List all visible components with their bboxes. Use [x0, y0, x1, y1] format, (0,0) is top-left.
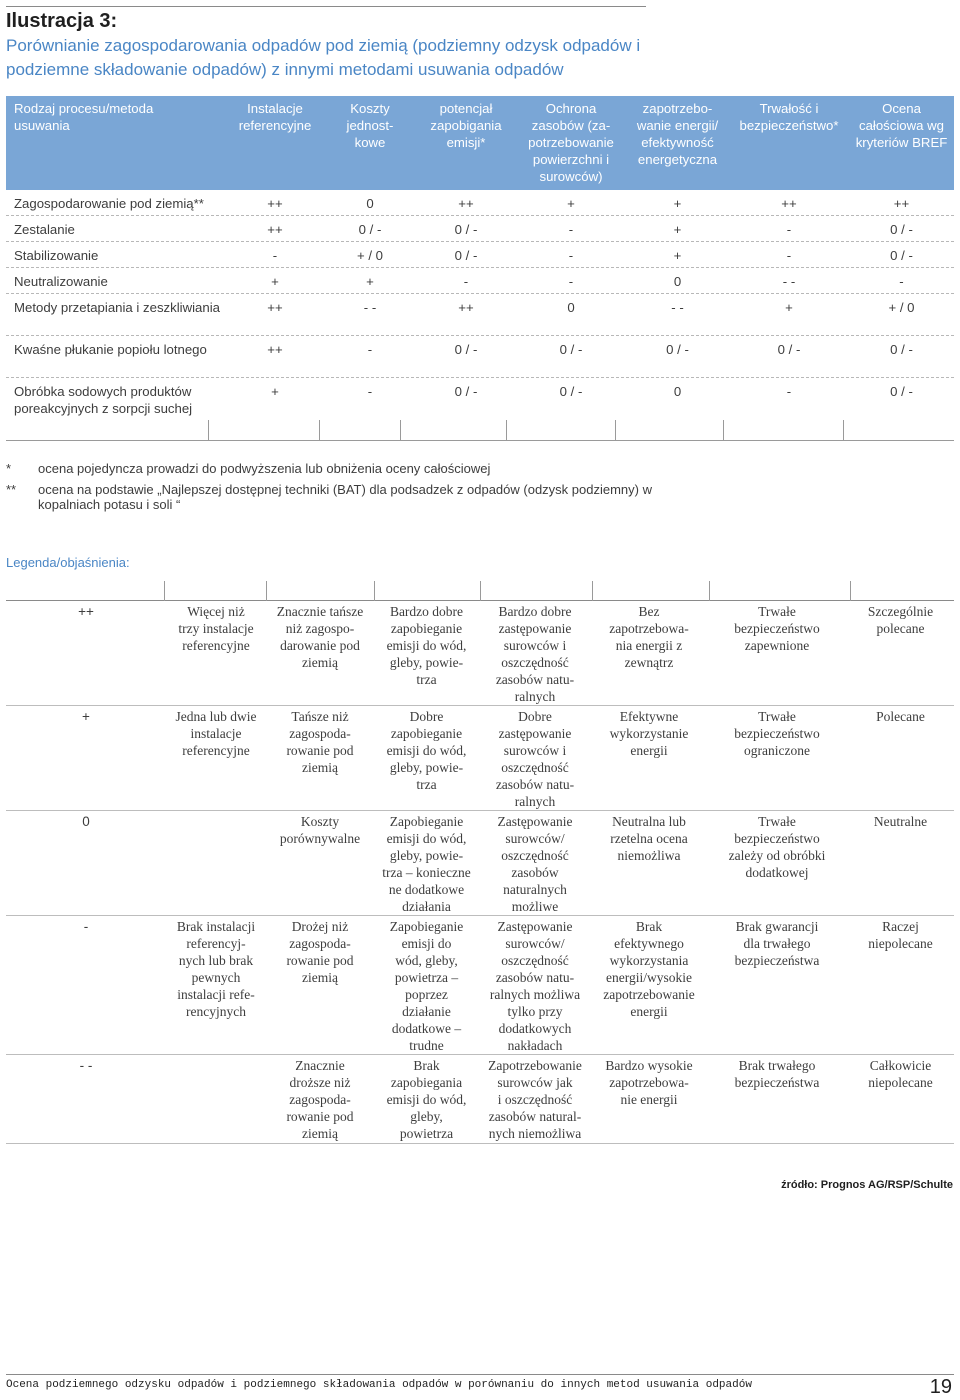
cell: - — [786, 222, 792, 237]
cell: 0 / - — [777, 342, 801, 357]
cell: - — [786, 248, 792, 263]
table-row — [6, 294, 954, 336]
top-rule — [6, 6, 646, 7]
illustration-label: Ilustracja 3: — [6, 10, 118, 32]
legend-cell: Bez zapotrzebowa- nia energii z zewnątrz — [609, 604, 689, 670]
footnote-mark: ** — [6, 482, 17, 497]
cell: 0 — [366, 196, 374, 211]
table-row — [6, 378, 954, 420]
legend-cell: Bardzo dobre zastępowanie surowców i oszczędność zasobów natu- ralnych — [495, 604, 575, 704]
legend-cell — [166, 1055, 266, 1143]
header-emission-prevention: potencjał zapobigania emisji* — [430, 101, 502, 150]
legend-cell: Trwałe bezpieczeństwo zapewnione — [734, 604, 820, 653]
legend-cell: Bardzo wysokie zapotrzebowa- nie energii — [605, 1058, 693, 1107]
cell: - — [568, 222, 574, 237]
legend-cell: Zapobieganie emisji do wód, gleby, powie- trza – konieczne ne dodatkowe działania — [382, 814, 471, 914]
tick-mark — [319, 420, 320, 440]
tick-mark — [400, 420, 401, 440]
source-note: źródło: Prognos AG/RSP/Schulte — [781, 1179, 953, 1191]
cell: ++ — [267, 300, 283, 315]
cell: 0 — [567, 300, 575, 315]
tick-mark — [374, 581, 375, 601]
tick-mark — [592, 581, 593, 601]
cell: 0 / - — [559, 342, 583, 357]
cell: 0 — [673, 274, 682, 289]
cell: 0 / - — [890, 342, 913, 357]
legend-cell: Trwałe bezpieczeństwo zależy od obróbki dodatkowej — [728, 814, 826, 880]
cell: 0 / - — [454, 342, 478, 357]
legend-cell: Zapotrzebowanie surowców jak i oszczędność zasobów natural- nych niemożliwa — [488, 1058, 582, 1141]
legend-cell: Znacznie tańsze niż zagospo- darowanie pod ziemią — [276, 604, 364, 670]
table-row — [6, 336, 954, 378]
tick-mark — [164, 581, 165, 601]
row-label: Kwaśne płukanie popiołu lotnego — [14, 342, 207, 357]
cell: - - — [671, 300, 684, 315]
legend-cell: Brak instalacji referencyj- nych lub brak pewnych instalacji refe- rencyjnych — [176, 919, 256, 1019]
legend-row — [6, 916, 954, 1055]
cell: - — [367, 342, 373, 357]
legend-cell: Drożej niż zagospoda- rowanie pod ziemią — [286, 919, 354, 985]
cell: 0 / - — [454, 248, 478, 263]
tick-mark — [615, 420, 616, 440]
footnote-2 — [0, 482, 700, 514]
cell: ++ — [267, 196, 283, 211]
legend-cell: Zastępowanie surowców/ oszczędność zasobów naturalnych możliwe — [497, 814, 573, 914]
footnote-text: ocena na podstawie „Najlepszej dostępnej techniki (BAT) dla podsadzek z odpadów (odzysk podziemny) w kopalniach potasu i soli “ — [38, 482, 652, 512]
page-number: 19 — [929, 1376, 952, 1398]
table-row — [6, 190, 954, 216]
header-reference-installations: Instalacje referencyjne — [238, 101, 312, 133]
header-unit-costs: Koszty jednost- kowe — [346, 101, 394, 150]
table-row — [6, 242, 954, 268]
legend-cell: Brak trwałego bezpieczeństwa — [734, 1058, 820, 1090]
cell: + — [271, 274, 279, 289]
header-resource-protection: Ochrona zasobów (za- potrzebowanie powierzchni i surowców) — [528, 101, 614, 184]
legend-cell: Dobre zastępowanie surowców i oszczędność zasobów natu- ralnych — [495, 709, 575, 809]
legend-symbol: - - — [79, 1058, 93, 1073]
cell: + — [673, 248, 682, 263]
cell: - — [272, 248, 278, 263]
legend-cell — [166, 811, 266, 915]
legend-heading: Legenda/objaśnienia: — [6, 555, 130, 570]
legend-cell: Neutralna lub rzetelna ocena niemożliwa — [610, 814, 688, 863]
legend-cell: Jedna lub dwie instalacje referencyjne — [175, 709, 257, 758]
cell: 0 / - — [890, 384, 913, 399]
footer-text: Ocena podziemnego odzysku odpadów i podziemnego składowania odpadów w porównaniu do innych metod usuwania odpadów — [6, 1379, 752, 1391]
legend-table — [6, 600, 954, 1144]
legend-symbol: - — [83, 919, 89, 934]
legend-cell: Tańsze niż zagospoda- rowanie pod ziemią — [286, 709, 354, 775]
comparison-table — [6, 96, 954, 441]
cell: 0 / - — [666, 342, 689, 357]
tick-mark — [266, 581, 267, 601]
legend-cell: Brak zapobiegania emisji do wód, gleby, powietrza — [386, 1058, 467, 1141]
cell: 0 / - — [559, 384, 583, 399]
legend-cell: Całkowicie niepolecane — [868, 1058, 933, 1090]
footer-rule — [6, 1374, 954, 1375]
header-durability-safety: Trwałość i bezpieczeństwo* — [739, 101, 839, 133]
header-process: Rodzaj procesu/metoda usuwania — [14, 101, 154, 133]
tick-mark — [709, 581, 710, 601]
illustration-title: Porównianie zagospodarowania odpadów pod ziemią (podziemny odzysk odpadów i podziemne składowanie odpadów) z innymi metodami usuwania odpadów — [6, 36, 641, 79]
row-label: Zagospodarowanie pod ziemią** — [14, 196, 204, 211]
cell: + — [785, 300, 793, 315]
legend-cell: Więcej niż trzy instalacje referencyjne — [178, 604, 254, 653]
legend-cell: Znacznie droższe niż zagospoda- rowanie pod ziemią — [286, 1058, 354, 1141]
legend-cell: Efektywne wykorzystanie energii — [609, 709, 689, 758]
legend-top-ticks — [6, 581, 954, 601]
row-label: Metody przetapiania i zeszkliwiania — [14, 300, 220, 315]
cell: ++ — [267, 222, 283, 237]
legend-row — [6, 811, 954, 916]
cell: 0 / - — [454, 222, 478, 237]
cell: + — [673, 196, 682, 211]
legend-cell: Koszty porównywalne — [279, 814, 361, 846]
cell: ++ — [267, 342, 283, 357]
cell: ++ — [458, 196, 474, 211]
footnote-1 — [0, 461, 700, 477]
header-energy-demand: zapotrzebo- wanie energii/ efektywność energetyczna — [636, 101, 719, 167]
cell: ++ — [458, 300, 474, 315]
legend-cell: Brak efektywnego wykorzystania energii/wysokie zapotrzebowanie energii — [603, 919, 695, 1019]
legend-row — [6, 1055, 954, 1144]
cell: 0 / - — [890, 222, 913, 237]
table-bottom-ticks — [6, 420, 954, 441]
legend-cell: Zapobieganie emisji do wód, gleby, powietrza – poprzez działanie dodatkowe – trudne — [389, 919, 464, 1053]
cell: - — [899, 274, 904, 289]
legend-cell: Bardzo dobre zapobieganie emisji do wód, gleby, powie- trza — [386, 604, 467, 687]
cell: ++ — [781, 196, 797, 211]
row-label: Obróbka sodowych produktów poreakcyjnych z sorpcji suchej — [14, 384, 193, 416]
legend-symbol: + — [82, 709, 90, 724]
tick-mark — [480, 581, 481, 601]
legend-cell: Neutralne — [873, 814, 928, 829]
legend-symbol: ++ — [78, 604, 94, 619]
cell: 0 — [673, 384, 682, 399]
row-label: Neutralizowanie — [14, 274, 108, 289]
table-header — [6, 96, 954, 190]
legend-cell: Zastępowanie surowców/ oszczędność zasobów natu- ralnych możliwa tylko przy dodatkowych nakładach — [489, 919, 581, 1053]
cell: - — [568, 274, 574, 289]
cell: + — [366, 274, 374, 289]
cell: + — [567, 196, 575, 211]
cell: - — [786, 384, 792, 399]
footnote-text: ocena pojedyncza prowadzi do podwyższenia lub obniżenia oceny całościowej — [38, 461, 491, 476]
cell: - — [367, 384, 373, 399]
cell: - - — [363, 300, 377, 315]
cell: - - — [782, 274, 796, 289]
cell: + / 0 — [888, 300, 915, 315]
cell: + — [673, 222, 682, 237]
legend-row — [6, 601, 954, 706]
footnote-mark: * — [6, 461, 12, 476]
legend-cell: Brak gwarancji dla trwałego bezpieczeństwa — [734, 919, 820, 968]
cell: - — [463, 274, 469, 289]
legend-symbol: 0 — [82, 814, 90, 829]
legend-cell: Polecane — [876, 709, 925, 724]
tick-mark — [506, 420, 507, 440]
legend-cell: Trwałe bezpieczeństwo ograniczone — [734, 709, 820, 758]
tick-mark — [208, 420, 209, 440]
cell: 0 / - — [358, 222, 382, 237]
cell: 0 / - — [890, 248, 913, 263]
row-label: Zestalanie — [14, 222, 75, 237]
row-label: Stabilizowanie — [14, 248, 99, 263]
legend-cell: Raczej niepolecane — [868, 919, 933, 951]
legend-row — [6, 706, 954, 811]
tick-mark — [723, 420, 724, 440]
cell: 0 / - — [454, 384, 478, 399]
header-overall-rating: Ocena całościowa wg kryteriów BREF — [855, 101, 948, 150]
cell: + / 0 — [356, 248, 384, 263]
tick-mark — [843, 420, 844, 440]
cell: ++ — [893, 196, 910, 211]
cell: - — [568, 248, 574, 263]
table-row — [6, 268, 954, 294]
cell: + — [271, 384, 279, 399]
tick-mark — [850, 581, 851, 601]
legend-cell: Dobre zapobieganie emisji do wód, gleby, powie- trza — [386, 709, 467, 792]
legend-cell: Szczególnie polecane — [867, 604, 934, 636]
table-row — [6, 216, 954, 242]
